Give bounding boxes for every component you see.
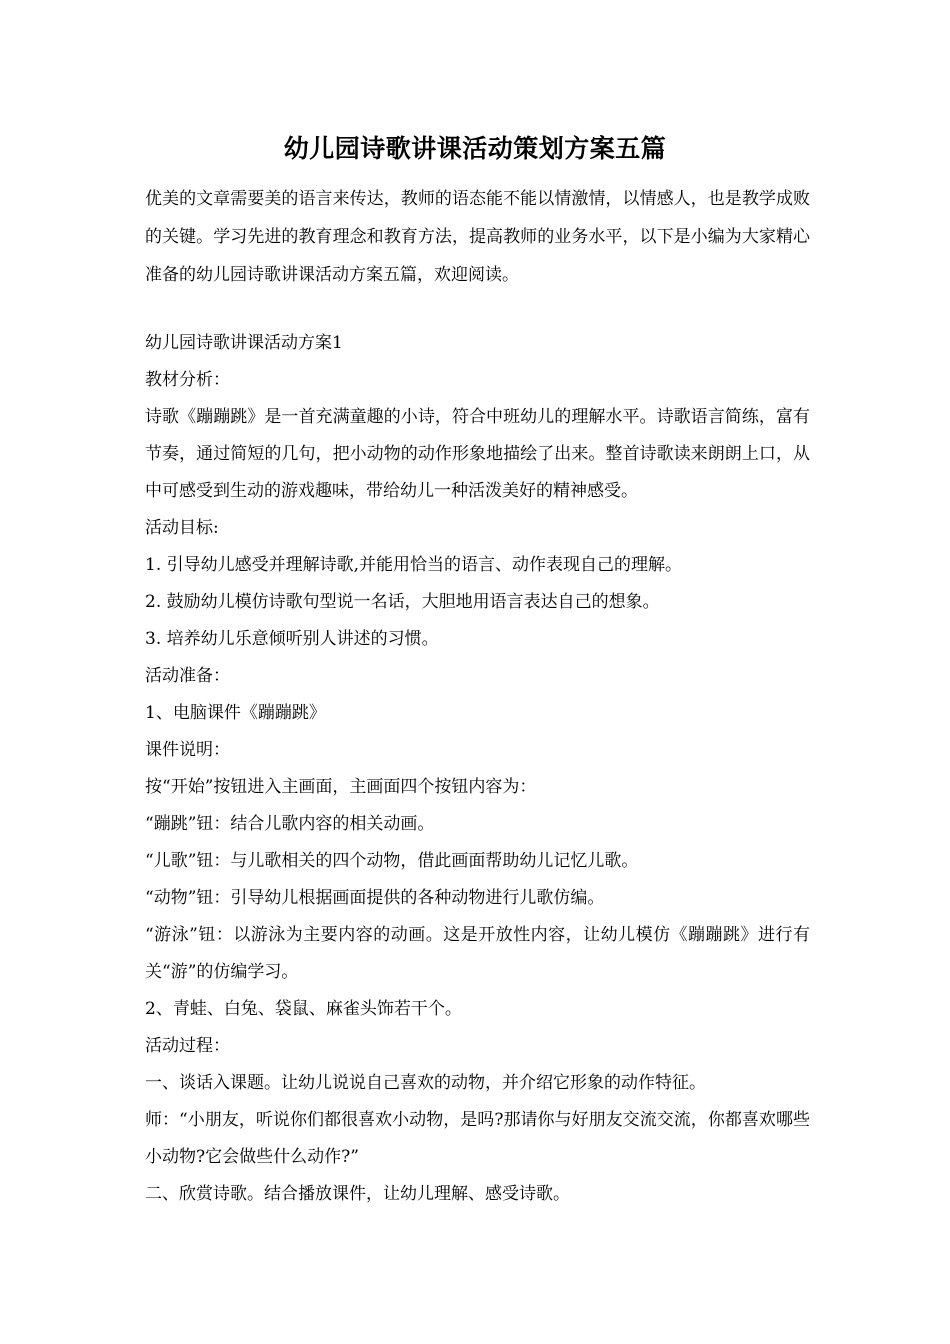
prep-item-1: 1、电脑课件《蹦蹦跳》 [145,703,326,723]
goal-item-1: 1. 引导幼儿感受并理解诗歌,并能用恰当的语言、动作表现自己的理解。 [145,555,683,575]
process-step-1: 一、谈话入课题。让幼儿说说自己喜欢的动物，并介绍它形象的动作特征。 [145,1073,706,1093]
button-desc-song: “儿歌”钮：与儿歌相关的四个动物，借此画面帮助幼儿记忆儿歌。 [145,851,639,871]
button-desc-animal: “动物”钮：引导幼儿根据画面提供的各种动物进行儿歌仿编。 [145,888,605,908]
goal-item-3: 3. 培养幼儿乐意倾听别人讲述的习惯。 [145,629,439,649]
courseware-label: 课件说明： [145,740,230,760]
analysis-label: 教材分析： [145,370,230,390]
goal-item-2: 2. 鼓励幼儿模仿诗歌句型说一名话，大胆地用语言表达自己的想象。 [145,592,660,612]
teacher-dialogue: 师：“小朋友，听说你们都很喜欢小动物，是吗?那请你与好朋友交流交流，你都喜欢哪些小动物?它会做些什么动作?” [145,1110,810,1167]
section-1 [145,325,810,1213]
document-title: 幼儿园诗歌讲课活动策划方案五篇 [283,134,667,163]
button-desc-jump: “蹦跳”钮：结合儿歌内容的相关动画。 [145,814,435,834]
courseware-intro: 按“开始”按钮进入主画面，主画面四个按钮内容为： [145,777,537,797]
process-label: 活动过程： [145,1036,230,1056]
analysis-paragraph: 诗歌《蹦蹦跳》是一首充满童趣的小诗，符合中班幼儿的理解水平。诗歌语言简练，富有节奏，通过简短的几句，把小动物的动作形象地描绘了出来。整首诗歌读来朗朗上口，从中可感受到生动的游戏趣味，带给幼儿一种活泼美好的精神感受。 [145,407,810,501]
intro-paragraph: 优美的文章需要美的语言来传达，教师的语态能不能以情激情，以情感人，也是教学成败的关键。学习先进的教育理念和教育方法，提高教师的业务水平，以下是小编为大家精心准备的幼儿园诗歌讲课活动方案五篇，欢迎阅读。 [145,189,810,285]
prep-label: 活动准备： [145,666,230,686]
process-step-2: 二、欣赏诗歌。结合播放课件，让幼儿理解、感受诗歌。 [145,1184,570,1204]
goals-label: 活动目标: [145,518,219,538]
button-desc-swim: “游泳”钮：以游泳为主要内容的动画。这是开放性内容，让幼儿模仿《蹦蹦跳》进行有关“游”的仿编学习。 [145,925,810,982]
section-heading: 幼儿园诗歌讲课活动方案1 [145,333,343,353]
prep-item-2: 2、青蛙、白兔、袋鼠、麻雀头饰若干个。 [145,999,462,1019]
